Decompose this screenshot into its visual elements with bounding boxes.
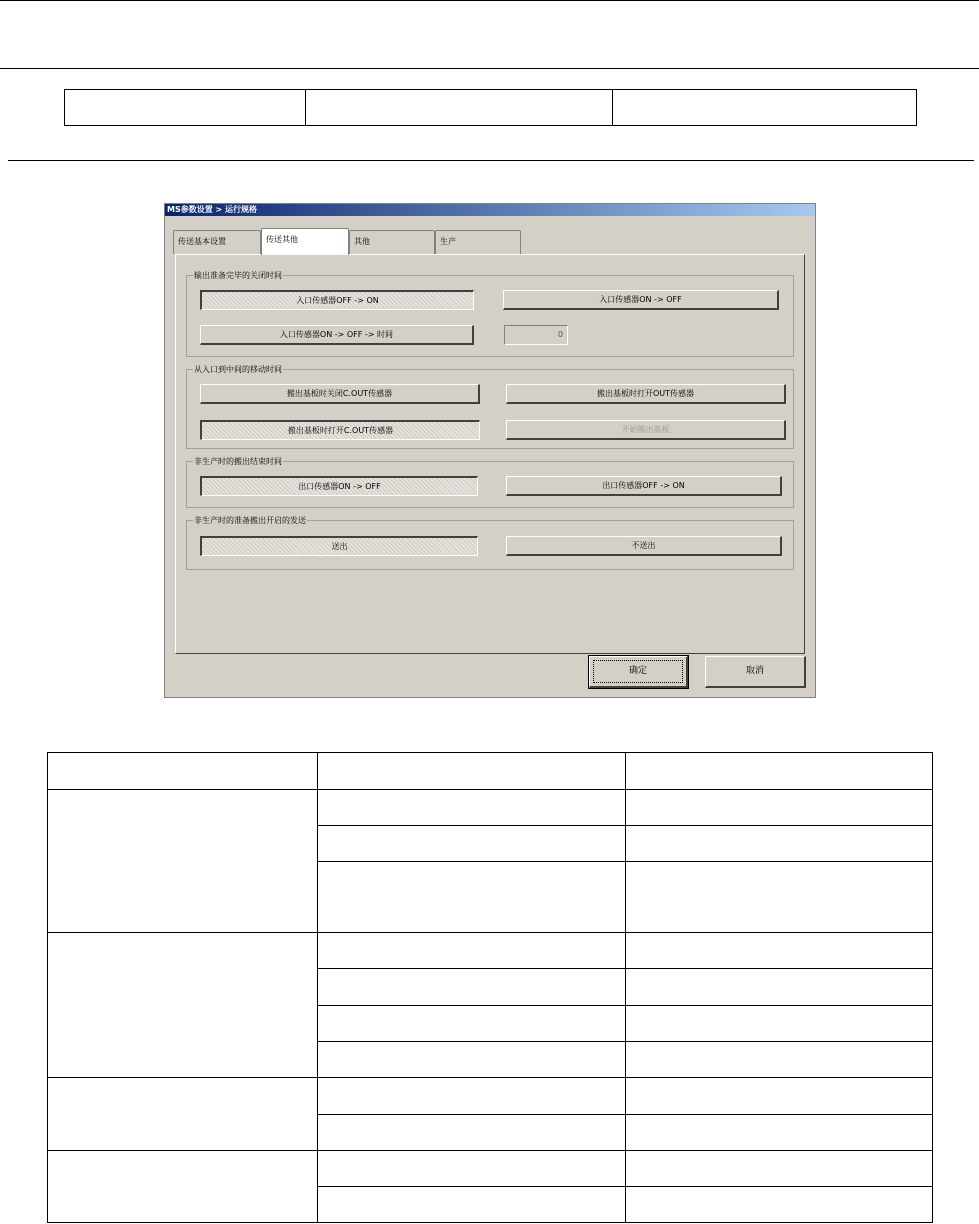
group-entry-to-middle-time: [186, 365, 794, 449]
group-label: 非生产时的准备搬出开启的发送: [194, 516, 306, 525]
table-cell: [318, 790, 626, 826]
tab-transfer-basic[interactable]: [173, 230, 261, 254]
table-cell: [318, 1078, 626, 1115]
group-label: 从入口到中间的移动时间: [194, 365, 282, 374]
table-row: [65, 90, 917, 126]
table-cell: [626, 1187, 933, 1223]
tab-label: 生产: [440, 237, 456, 246]
tab-production[interactable]: [435, 230, 521, 254]
table-row: [48, 753, 933, 790]
header-cell-3: [613, 90, 917, 126]
exit-sensor-off-on-button[interactable]: 出口传感器OFF -> ON: [506, 476, 782, 496]
table-row: [48, 1151, 933, 1187]
table-cell: [626, 933, 933, 969]
table-cell: [318, 1187, 626, 1223]
send-button[interactable]: 送出: [200, 536, 478, 556]
group-label: 输出准备完毕的关闭时间: [194, 271, 282, 280]
start-unload-button[interactable]: 开始搬出基板: [506, 420, 786, 440]
table-cell: [626, 969, 933, 1006]
table-cell: [626, 790, 933, 826]
group-output-ready-off-time: [186, 271, 794, 357]
tab-other[interactable]: [349, 230, 435, 254]
header-cell-1: [65, 90, 306, 126]
table-cell: [48, 753, 318, 790]
group-label: 非生产时的搬出结束时间: [194, 457, 282, 466]
settings-dialog: [164, 203, 816, 698]
dialog-title: MS参数设置 > 运行规格: [165, 204, 815, 216]
table-cell: [48, 790, 318, 933]
tab-label: 传送基本设置: [178, 237, 226, 246]
table-cell: [626, 1078, 933, 1115]
tab-transfer-other[interactable]: [261, 228, 349, 255]
entry-sensor-on-off-time-button[interactable]: 入口传感器ON -> OFF -> 时间: [200, 325, 474, 345]
header-rule: [0, 68, 979, 69]
header-cell-2: [306, 90, 613, 126]
entry-sensor-off-on-button[interactable]: 入口传感器OFF -> ON: [200, 290, 474, 310]
group-non-production-unload-end-time: [186, 457, 794, 508]
group-non-production-ready-send: [186, 516, 794, 570]
cout-sensor-open-button[interactable]: 搬出基板时打开C.OUT传感器: [200, 420, 480, 440]
table-cell: [318, 1115, 626, 1151]
settings-table: [47, 752, 933, 1223]
table-cell: [318, 1042, 626, 1078]
out-sensor-open-button[interactable]: 搬出基板时打开OUT传感器: [506, 384, 786, 404]
table-cell: [48, 1151, 318, 1223]
section-rule: [8, 160, 974, 161]
table-cell: [626, 826, 933, 862]
table-cell: [626, 1151, 933, 1187]
ok-button[interactable]: [589, 656, 688, 688]
ok-label: 确定: [628, 666, 647, 676]
table-cell: [48, 1078, 318, 1151]
header-top-rule: [0, 0, 979, 1]
tab-panel: [175, 254, 805, 654]
tab-label: 传送其他: [266, 235, 298, 244]
table-cell: [318, 969, 626, 1006]
table-row: [48, 1078, 933, 1115]
no-send-button[interactable]: 不送出: [506, 536, 782, 556]
table-cell: [318, 1151, 626, 1187]
table-cell: [318, 933, 626, 969]
table-row: [48, 933, 933, 969]
table-cell: [626, 1006, 933, 1042]
tab-label: 其他: [354, 237, 370, 246]
table-cell: [626, 862, 933, 933]
table-cell: [318, 1006, 626, 1042]
table-cell: [318, 862, 626, 933]
entry-sensor-on-off-button[interactable]: 入口传感器ON -> OFF: [503, 290, 779, 310]
cancel-button[interactable]: 取消: [705, 656, 806, 688]
table-cell: [626, 1115, 933, 1151]
header-table: [64, 89, 917, 126]
table-cell: [48, 933, 318, 1078]
table-cell: [318, 753, 626, 790]
focus-rect: [593, 660, 683, 683]
table-cell: [626, 1042, 933, 1078]
table-cell: [318, 826, 626, 862]
time-value-field[interactable]: 0: [504, 325, 568, 345]
cout-sensor-close-button[interactable]: 搬出基板时关闭C.OUT传感器: [200, 384, 480, 404]
table-row: [48, 790, 933, 826]
table-cell: [626, 753, 933, 790]
exit-sensor-on-off-button[interactable]: 出口传感器ON -> OFF: [200, 476, 478, 496]
